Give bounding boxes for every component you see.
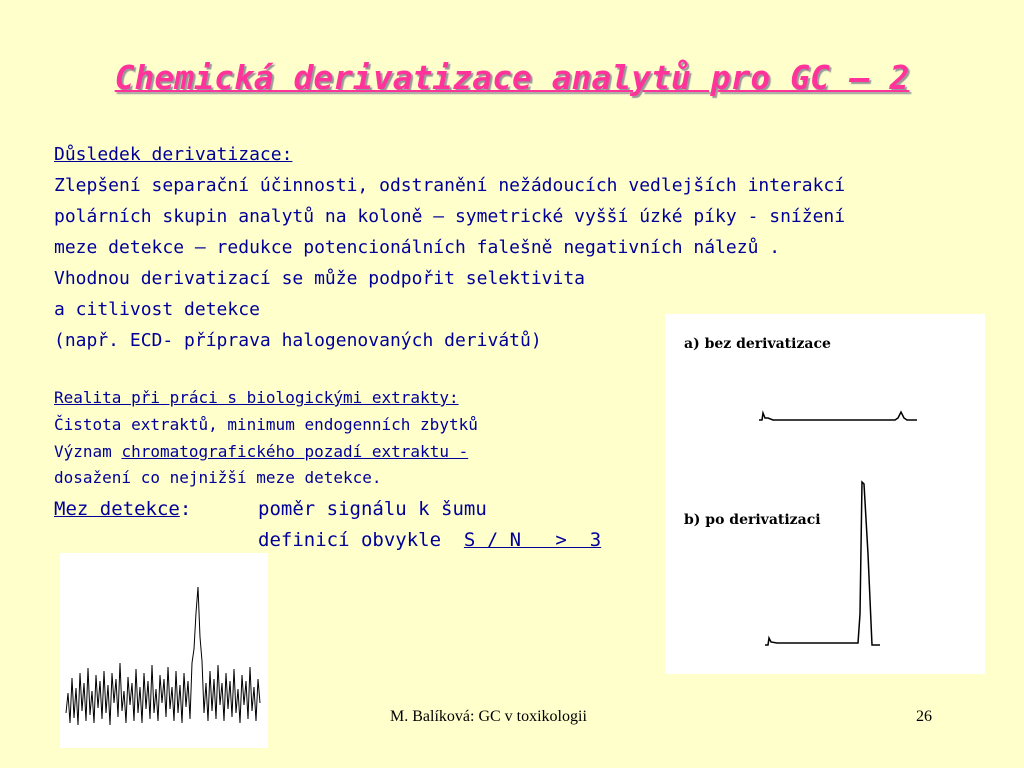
- heading-reality: Realita při práci s biologickými extrakty:: [54, 388, 459, 407]
- lod-colon: :: [179, 498, 192, 520]
- footer-author: M. Balíková: GC v toxikologii: [390, 708, 587, 725]
- derivatization-figure: [665, 314, 985, 674]
- noise-chromatogram-image: [60, 553, 268, 748]
- label-without-derivatization: a) bez derivatizace: [684, 336, 831, 352]
- trace-without-derivatization: [759, 412, 917, 420]
- trace-with-derivatization: [765, 482, 880, 645]
- slide-title: Chemická derivatizace analytů pro GC – 2: [114, 58, 910, 97]
- sn-criterion: S / N > 3: [463, 529, 602, 551]
- heading-consequence: Důsledek derivatizace:: [54, 144, 293, 165]
- body-line: polárních skupin analytů na koloně – symetrické vyšší úzké píky - snížení: [54, 206, 846, 227]
- text: Význam: [54, 442, 122, 461]
- body-line: (např. ECD- příprava halogenovaných derivátů): [54, 330, 542, 351]
- noise-chromatogram-graphic: [60, 553, 268, 748]
- body-line: Čistota extraktů, minimum endogenních zbytků: [54, 415, 478, 434]
- lod-term: Mez detekce: [54, 498, 180, 520]
- body-line: [54, 444, 468, 460]
- page-number: 26: [916, 708, 932, 725]
- lod-definition-1: poměr signálu k šumu: [258, 498, 487, 520]
- body-line: meze detekce – redukce potencionálních falešně negativních nálezů .: [54, 237, 781, 258]
- body-line: Vhodnou derivatizací se může podpořit selektivita: [54, 268, 586, 289]
- text: definicí obvykle: [258, 529, 464, 551]
- lod-line: [54, 500, 191, 519]
- body-line: Zlepšení separační účinnosti, odstranění nežádoucích vedlejších interakcí: [54, 175, 846, 196]
- body-line: dosažení co nejnižší meze detekce.: [54, 468, 382, 487]
- lod-definition-2: [258, 531, 601, 550]
- label-with-derivatization: b) po derivatizaci: [684, 512, 821, 528]
- chromatographic-background-text: chromatografického pozadí extraktu -: [121, 442, 469, 461]
- body-line: a citlivost detekce: [54, 299, 260, 320]
- chromatogram-traces: [665, 314, 985, 674]
